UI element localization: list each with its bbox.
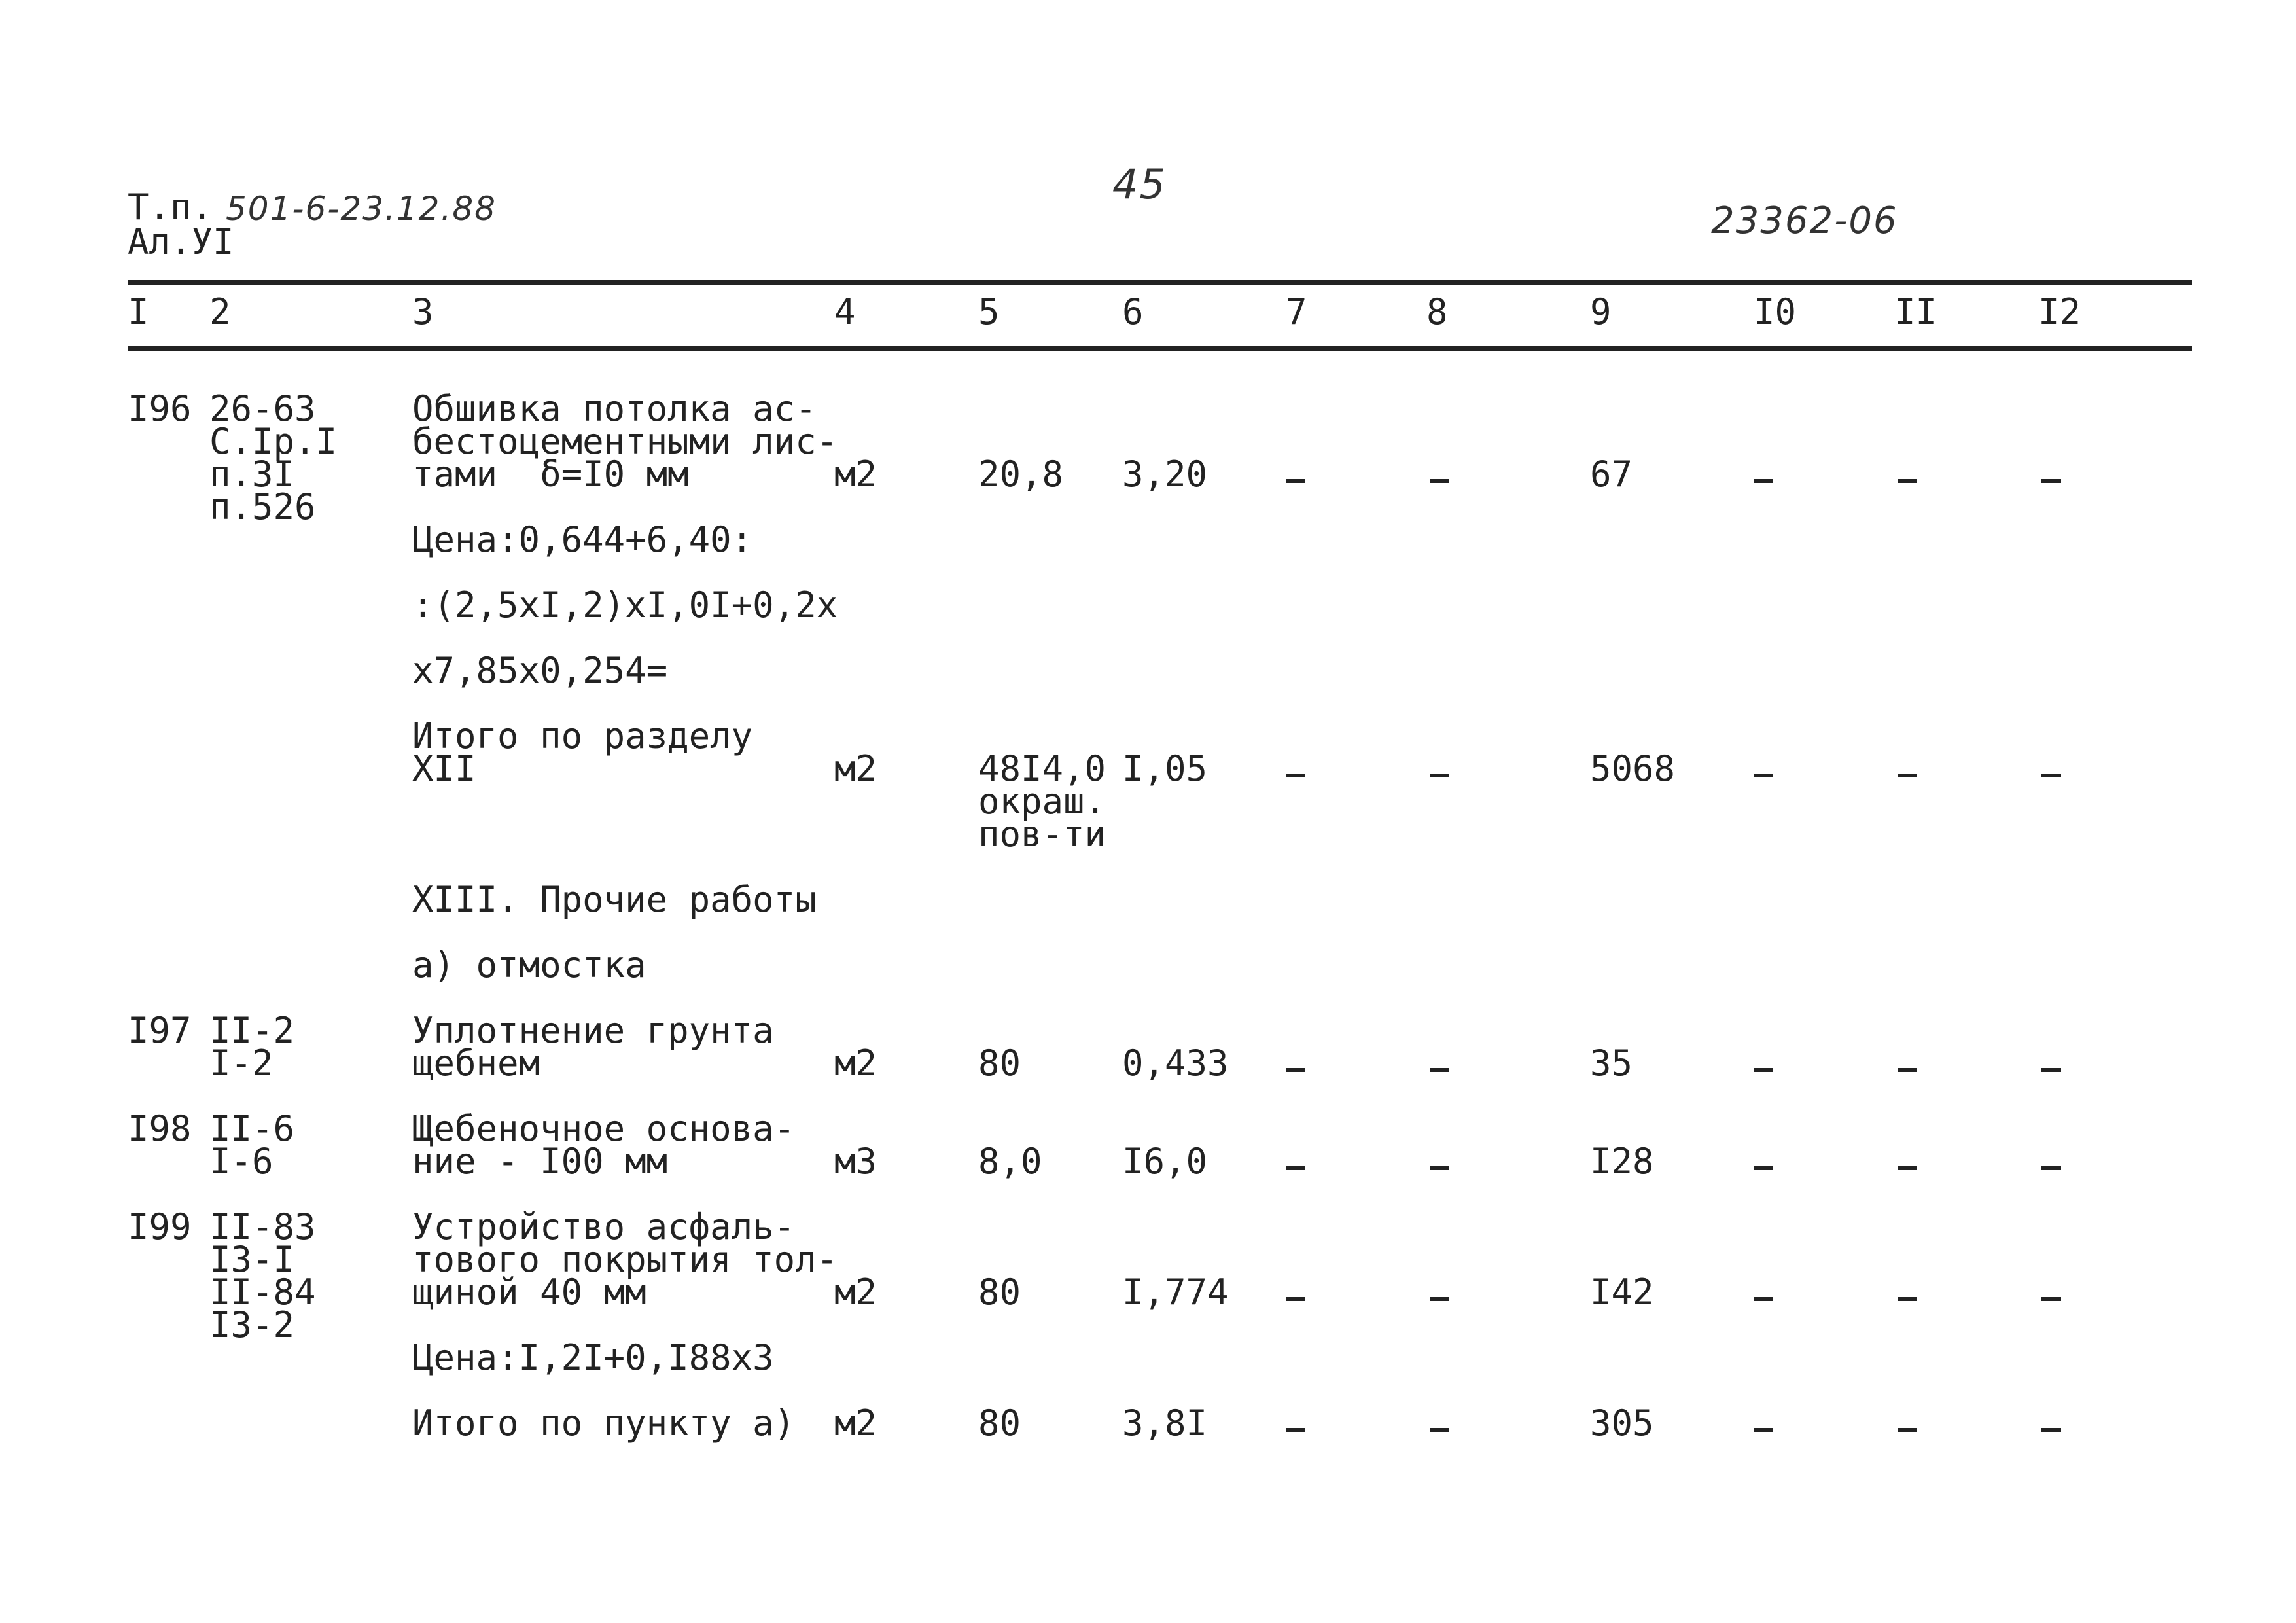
dash-c12	[2041, 1297, 2061, 1301]
dash-c7	[1286, 1068, 1305, 1072]
subtotal-label: ХII	[412, 748, 476, 789]
dash-c8	[1430, 774, 1449, 777]
dash-c7	[1286, 1428, 1305, 1432]
col-12: I2	[2038, 291, 2081, 332]
total-cost: 305	[1590, 1402, 1654, 1444]
document-code: 23362-06	[1711, 200, 1898, 242]
dash-c12	[2041, 1166, 2061, 1170]
album-number: Ал.УI	[128, 221, 234, 262]
dash-c8	[1430, 1068, 1449, 1072]
dash-c10	[1754, 479, 1773, 483]
dash-c7	[1286, 1166, 1305, 1170]
quantity: 80	[978, 1272, 1021, 1313]
quantity: 20,8	[978, 454, 1064, 495]
dash-c11	[1898, 1068, 1917, 1072]
dash-c8	[1430, 479, 1449, 483]
total-cost: 35	[1590, 1043, 1633, 1084]
unit: м3	[834, 1141, 877, 1182]
unit: м2	[834, 748, 877, 789]
unit: м2	[834, 1043, 877, 1084]
row-number: I96	[128, 388, 192, 429]
norm-code: С.Iр.I	[209, 421, 338, 462]
col-4: 4	[834, 291, 856, 332]
dash-c10	[1754, 1166, 1773, 1170]
total-cost: 67	[1590, 454, 1633, 495]
dash-c8	[1430, 1297, 1449, 1301]
col-9: 9	[1590, 291, 1612, 332]
norm-code: I3-2	[209, 1304, 295, 1346]
col-11: II	[1894, 291, 1937, 332]
col-10: I0	[1754, 291, 1797, 332]
work-description: ние - I00 мм	[412, 1141, 668, 1182]
dash-c12	[2041, 479, 2061, 483]
page-number: 45	[1112, 160, 1167, 208]
subtotal-label: Итого по разделу	[412, 715, 753, 757]
dash-c8	[1430, 1166, 1449, 1170]
norm-code: I3-I	[209, 1239, 295, 1280]
dash-c10	[1754, 1428, 1773, 1432]
work-description: тами δ=I0 мм	[412, 454, 689, 495]
work-description: бестоцементными лис-	[412, 421, 838, 462]
unit-cost: 0,433	[1122, 1043, 1229, 1084]
norm-code: II-83	[209, 1206, 316, 1247]
price-note: х7,85х0,254=	[412, 650, 668, 691]
dash-c11	[1898, 1297, 1917, 1301]
project-number: 501-6-23.12.88	[226, 190, 497, 228]
quantity: 80	[978, 1402, 1021, 1444]
price-note: Цена:0,644+6,40:	[412, 519, 753, 560]
unit: м2	[834, 1402, 877, 1444]
quantity: 48I4,0	[978, 748, 1106, 789]
dash-c12	[2041, 774, 2061, 777]
unit-cost: I,774	[1122, 1272, 1229, 1313]
col-1: I	[128, 291, 149, 332]
work-description: щиной 40 мм	[412, 1272, 646, 1313]
subsection-title: а) отмостка	[412, 944, 646, 986]
quantity: 8,0	[978, 1141, 1042, 1182]
unit: м2	[834, 1272, 877, 1313]
norm-code: п.526	[209, 486, 316, 527]
section-title: ХIII. Прочие работы	[412, 879, 817, 920]
norm-code: II-6	[209, 1108, 295, 1149]
subtotal-label: Итого по пункту а)	[412, 1402, 796, 1444]
col-7: 7	[1286, 291, 1307, 332]
quantity-note: окраш.	[978, 781, 1106, 822]
doc-prefix: Т.п.	[128, 187, 213, 228]
dash-c11	[1898, 1428, 1917, 1432]
total-cost: I42	[1590, 1272, 1654, 1313]
work-description: Устройство асфаль-	[412, 1206, 796, 1247]
col-8: 8	[1426, 291, 1448, 332]
norm-code: п.3I	[209, 454, 295, 495]
col-2: 2	[209, 291, 231, 332]
dash-c10	[1754, 1068, 1773, 1072]
dash-c7	[1286, 479, 1305, 483]
dash-c8	[1430, 1428, 1449, 1432]
work-description: тового покрытия тол-	[412, 1239, 838, 1280]
dash-c10	[1754, 1297, 1773, 1301]
dash-c12	[2041, 1428, 2061, 1432]
total-cost: I28	[1590, 1141, 1654, 1182]
norm-code: II-2	[209, 1010, 295, 1051]
quantity-note: пов-ти	[978, 813, 1106, 855]
work-description: щебнем	[412, 1043, 540, 1084]
price-note: :(2,5хI,2)хI,0I+0,2х	[412, 584, 838, 626]
col-6: 6	[1122, 291, 1144, 332]
header-top-rule	[128, 280, 2192, 285]
dash-c11	[1898, 479, 1917, 483]
dash-c7	[1286, 774, 1305, 777]
dash-c11	[1898, 774, 1917, 777]
unit-cost: 3,8I	[1122, 1402, 1208, 1444]
work-description: Уплотнение грунта	[412, 1010, 774, 1051]
work-description: Обшивка потолка ас-	[412, 388, 817, 429]
price-note: Цена:I,2I+0,I88х3	[412, 1337, 774, 1378]
unit: м2	[834, 454, 877, 495]
norm-code: I-2	[209, 1043, 274, 1084]
unit-cost: I6,0	[1122, 1141, 1208, 1182]
col-5: 5	[978, 291, 1000, 332]
work-description: Щебеночное основа-	[412, 1108, 796, 1149]
norm-code: II-84	[209, 1272, 316, 1313]
dash-c10	[1754, 774, 1773, 777]
row-number: I99	[128, 1206, 192, 1247]
row-number: I98	[128, 1108, 192, 1149]
row-number: I97	[128, 1010, 192, 1051]
total-cost: 5068	[1590, 748, 1676, 789]
unit-cost: I,05	[1122, 748, 1208, 789]
quantity: 80	[978, 1043, 1021, 1084]
col-3: 3	[412, 291, 434, 332]
dash-c7	[1286, 1297, 1305, 1301]
dash-c11	[1898, 1166, 1917, 1170]
dash-c12	[2041, 1068, 2061, 1072]
norm-code: 26-63	[209, 388, 316, 429]
norm-code: I-6	[209, 1141, 274, 1182]
unit-cost: 3,20	[1122, 454, 1208, 495]
header-bottom-rule	[128, 346, 2192, 351]
